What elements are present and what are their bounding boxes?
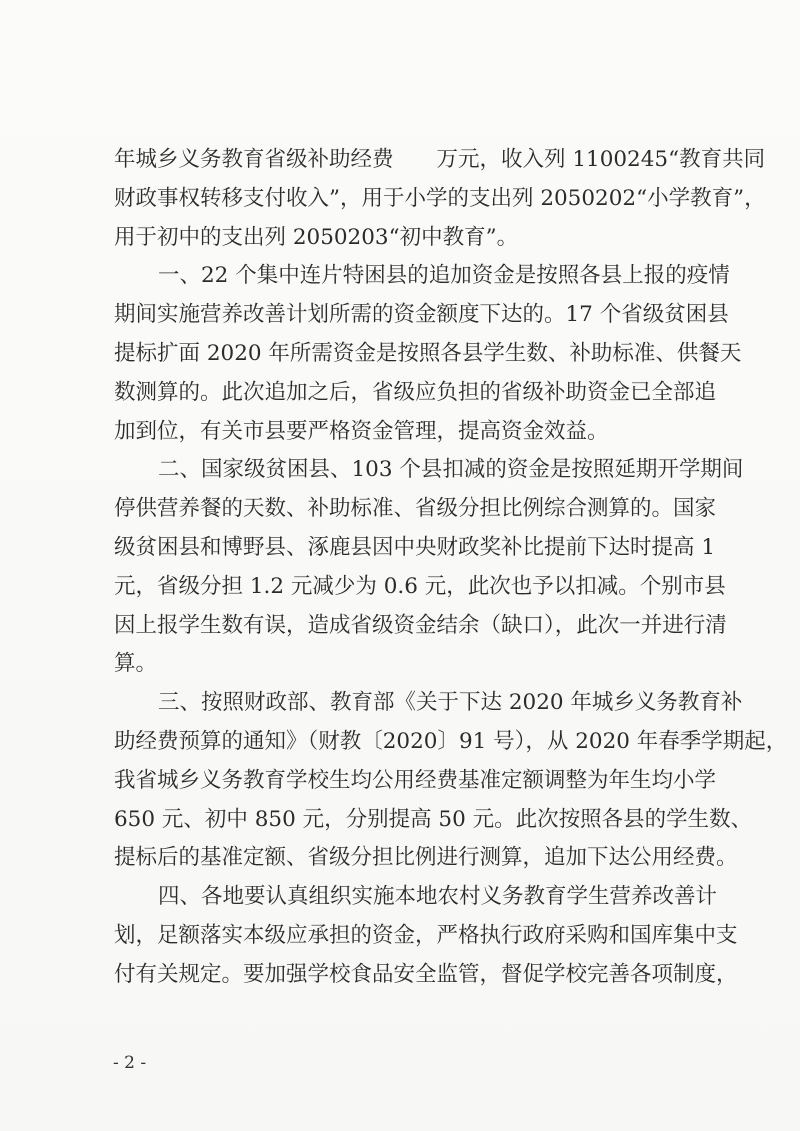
text-line: 加到位，有关市县要严格资金管理，提高资金效益。 (114, 418, 609, 444)
text-line: 四、各地要认真组织实施本地农村义务教育学生营养改善计 (158, 884, 718, 910)
text-line: 我省城乡义务教育学校生均公用经费基准定额调整为年生均小学 (114, 767, 717, 793)
text-line: 一、22 个集中连片特困县的追加资金是按照各县上报的疫情 (158, 263, 730, 289)
paragraph-two (114, 451, 744, 684)
text-line: 提标后的基准定额、省级分担比例进行测算，追加下达公用经费。 (114, 845, 738, 871)
text-line: 财政事权转移支付收入”，用于小学的支出列 2050202“小学教育”， (114, 185, 766, 211)
paragraph-three (114, 684, 788, 878)
text-line: 期间实施营养改善计划所需的资金额度下达的。17 个省级贫困县 (114, 302, 729, 328)
text-line: 用于初中的支出列 2050203“初中教育”。 (114, 224, 519, 250)
text-line: 停供营养餐的天数、补助标准、省级分担比例综合测算的。国家 (114, 496, 717, 522)
text-line: 二、国家级贫困县、103 个县扣减的资金是按照延期开学期间 (158, 457, 744, 483)
text-line: 提标扩面 2020 年所需资金是按照各县学生数、补助标准、供餐天 (114, 340, 742, 366)
text-line: 年城乡义务教育省级补助经费 万元，收入列 1100245“教育共同 (114, 147, 766, 172)
text-line: 付有关规定。要加强学校食品安全监管，督促学校完善各项制度， (114, 961, 738, 987)
text-line: 数测算的。此次追加之后，省级应负担的省级补助资金已全部追 (114, 379, 717, 405)
paragraph-continuation (114, 141, 766, 257)
text-line: 助经费预算的通知》（财教〔2020〕91 号），从 2020 年春季学期起， (114, 728, 788, 754)
paragraph-four (114, 878, 738, 994)
text-line: 划，足额落实本级应承担的资金，严格执行政府采购和国库集中支 (114, 922, 738, 948)
text-line: 三、按照财政部、教育部《关于下达 2020 年城乡义务教育补 (158, 690, 743, 716)
text-line: 算。 (114, 651, 158, 677)
text-line: 元，省级分担 1.2 元减少为 0.6 元，此次也予以扣减。个别市县 (114, 573, 726, 599)
text-line: 650 元、初中 850 元，分别提高 50 元。此次按照各县的学生数、 (114, 806, 753, 832)
text-line: 级贫困县和博野县、涿鹿县因中央财政奖补比提前下达时提高 1 (114, 534, 716, 560)
page-number: - 2 - (113, 1053, 147, 1073)
document-body (114, 141, 788, 995)
paragraph-one (114, 257, 742, 451)
text-line: 因上报学生数有误，造成省级资金结余（缺口），此次一并进行清 (114, 612, 727, 638)
